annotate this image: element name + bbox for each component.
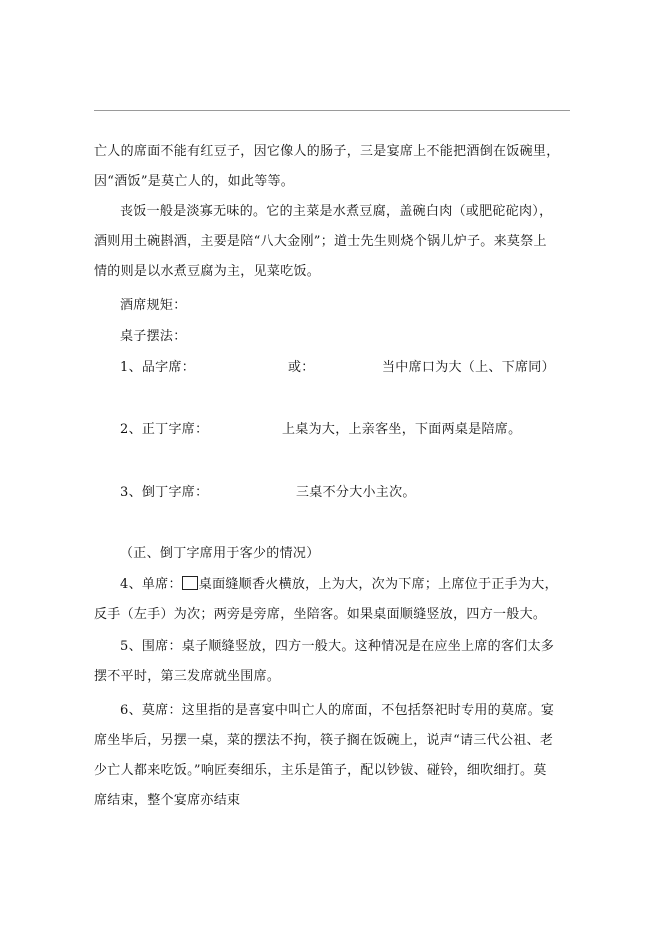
item-2-desc: 上桌为大，上亲客坐，下面两桌是陪席。 — [282, 422, 522, 437]
table-layout-title: 桌子摆法： — [120, 329, 187, 344]
item-1-or: 或： — [288, 360, 315, 375]
paragraph-2-line-3: 情的则是以水煮豆腐为主，见菜吃饭。 — [94, 264, 321, 279]
rules-title: 酒席规矩： — [120, 298, 187, 313]
header-rule — [94, 110, 570, 111]
paragraph-1-line-2: 因“酒饭”是莫亡人的，如此等等。 — [94, 174, 295, 189]
item-6-line-1: 6、莫席：这里指的是喜宴中叫亡人的席面，不包括祭祀时专用的莫席。宴 — [120, 703, 555, 718]
item-2-row — [120, 421, 570, 439]
item-6-line-3: 少亡人都来吃饭。”响匠奏细乐，主乐是笛子，配以钞钹、碰铃，细吹细打。莫 — [94, 763, 547, 778]
paragraph-2-line-2: 酒则用土碗斟酒，主要是陪“八大金刚”；道士先生则烧个锅儿炉子。来莫祭上 — [94, 234, 547, 249]
item-3-desc: 三桌不分大小主次。 — [296, 485, 416, 500]
small-party-note: （正、倒丁字席用于客少的情况） — [120, 546, 320, 561]
item-6-line-2: 席坐毕后，另摆一桌，菜的摆法不拘，筷子搁在饭碗上，说声“请三代公祖、老 — [94, 733, 554, 748]
item-4-label: 4、单席： — [120, 577, 182, 592]
item-3-row — [120, 484, 570, 502]
item-1-label: 1、品字席： — [120, 360, 196, 375]
paragraph-2-line-1: 丧饭一般是淡寡无味的。它的主菜是水煮豆腐，盖碗白肉（或肥砣砣肉）， — [120, 204, 553, 219]
item-2-label: 2、正丁字席： — [120, 422, 209, 437]
item-1-desc: 当中席口为大（上、下席同） — [382, 360, 555, 375]
item-3-label: 3、倒丁字席： — [120, 485, 209, 500]
item-4-line-1 — [120, 576, 558, 594]
paragraph-1-line-1: 亡人的席面不能有红豆子，因它像人的肠子，三是宴席上不能把酒倒在饭碗里， — [94, 144, 560, 159]
item-5-line-1: 5、围席：桌子顺缝竖放，四方一般大。这种情况是在应坐上席的客们太多 — [120, 639, 555, 654]
single-table-box-icon — [182, 576, 198, 590]
item-4-line-1-text: 桌面缝顺香火横放，上为大，次为下席；上席位于正手为大， — [198, 577, 558, 592]
item-6-line-4: 席结束，整个宴席亦结束 — [94, 793, 241, 808]
item-1-row — [120, 359, 570, 377]
item-4-line-2: 反手（左手）为次；两旁是旁席，坐陪客。如果桌面顺缝竖放，四方一般大。 — [94, 607, 547, 622]
item-5-line-2: 摆不平时，第三发席就坐围席。 — [94, 669, 281, 684]
